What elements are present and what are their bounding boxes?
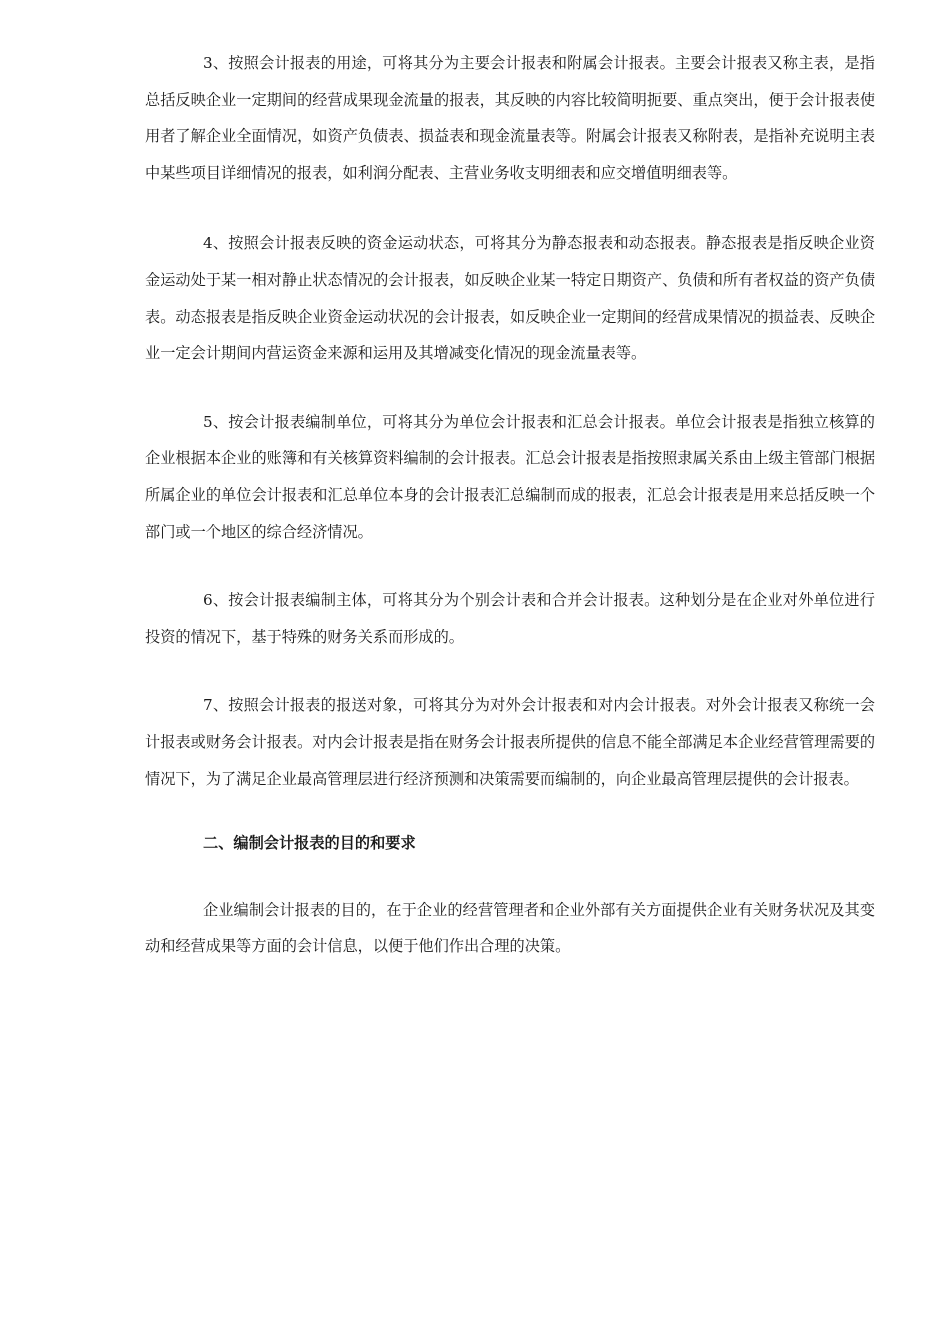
paragraph-report-by-recipient: 7、按照会计报表的报送对象，可将其分为对外会计报表和对内会计报表。对外会计报表又称统一会计报表或财务会计报表。对内会计报表是指在财务会计报表所提供的信息不能全部满足本企业经营管理需要的情况下，为了满足企业最高管理层进行经济预测和决策需要而编制的，向企业最高管理层提供的会计报表。 [145, 696, 875, 788]
paragraph-report-by-unit: 5、按会计报表编制单位，可将其分为单位会计报表和汇总会计报表。单位会计报表是指独立核算的企业根据本企业的账簿和有关核算资料编制的会计报表。汇总会计报表是指按照隶属关系由上级主管部门根据所属企业的单位会计报表和汇总单位本身的会计报表汇总编制而成的报表，汇总会计报表是用来总括反映一个部门或一个地区的综合经济情况。 [145, 412, 875, 541]
document-body [145, 45, 875, 965]
section-paragraph-purpose: 企业编制会计报表的目的，在于企业的经营管理者和企业外部有关方面提供企业有关财务状况及其变动和经营成果等方面的会计信息，以便于他们作出合理的决策。 [145, 900, 875, 956]
paragraph-report-by-purpose: 3、按照会计报表的用途，可将其分为主要会计报表和附属会计报表。主要会计报表又称主表，是指总括反映企业一定期间的经营成果现金流量的报表，其反映的内容比较简明扼要、重点突出，便于会计报表使用者了解企业全面情况，如资产负债表、损益表和现金流量表等。附属会计报表又称附表，是指补充说明主表中某些项目详细情况的报表，如利润分配表、主营业务收支明细表和应交增值明细表等。 [145, 54, 875, 182]
section-heading: 二、编制会计报表的目的和要求 [203, 834, 416, 853]
paragraph-report-by-entity: 6、按会计报表编制主体，可将其分为个别会计表和合并会计报表。这种划分是在企业对外单位进行投资的情况下，基于特殊的财务关系而形成的。 [145, 591, 875, 646]
paragraph-report-by-fund-state: 4、按照会计报表反映的资金运动状态，可将其分为静态报表和动态报表。静态报表是指反映企业资金运动处于某一相对静止状态情况的会计报表，如反映企业某一特定日期资产、负债和所有者权益的资产负债表。动态报表是指反映企业资金运动状况的会计报表，如反映企业一定期间的经营成果情况的损益表、反映企业一定会计期间内营运资金来源和运用及其增减变化情况的现金流量表等。 [145, 234, 875, 363]
